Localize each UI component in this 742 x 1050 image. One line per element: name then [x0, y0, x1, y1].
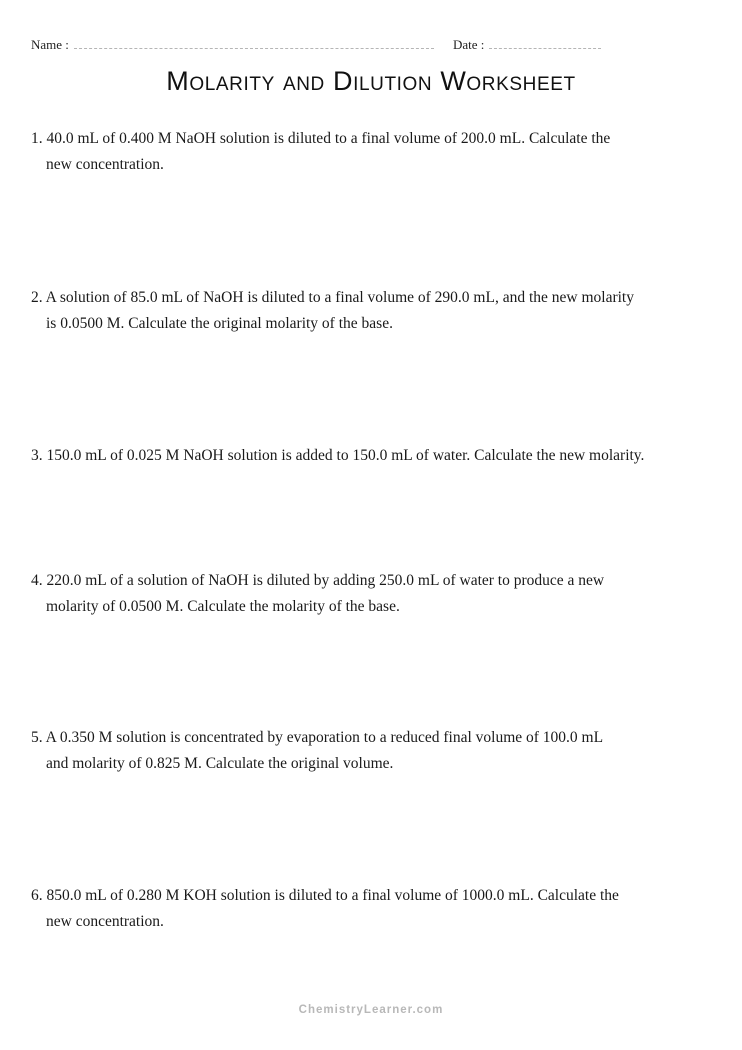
question-1 — [31, 126, 721, 178]
date-label: Date : — [453, 37, 485, 52]
question-3 — [31, 443, 721, 469]
footer-brand: ChemistryLearner.com — [298, 1004, 444, 1016]
name-label: Name : — [31, 37, 69, 52]
question-text: 5. A 0.350 M solution is concentrated by evaporation to a reduced final volume of 100.0 mL — [31, 729, 604, 746]
question-5 — [31, 725, 721, 777]
page-title: Molarity and Dilution Worksheet — [166, 66, 576, 96]
question-text-continued: new concentration. — [46, 913, 164, 930]
question-text: 2. A solution of 85.0 mL of NaOH is diluted to a final volume of 290.0 mL, and the new molarity — [31, 289, 634, 306]
name-blank-line[interactable] — [74, 36, 434, 49]
question-text-continued: new concentration. — [46, 156, 164, 173]
header-fields — [31, 36, 631, 56]
question-text-continued: and molarity of 0.825 M. Calculate the original volume. — [46, 755, 394, 772]
question-4 — [31, 568, 721, 620]
question-text: 6. 850.0 mL of 0.280 M KOH solution is diluted to a final volume of 1000.0 mL. Calculate the — [31, 887, 619, 904]
question-6 — [31, 883, 721, 935]
question-2 — [31, 285, 721, 337]
question-text: 4. 220.0 mL of a solution of NaOH is diluted by adding 250.0 mL of water to produce a new — [31, 572, 605, 589]
question-text: 1. 40.0 mL of 0.400 M NaOH solution is diluted to a final volume of 200.0 mL. Calculate the — [31, 130, 611, 147]
date-blank-line[interactable] — [489, 36, 601, 49]
question-text-continued: molarity of 0.0500 M. Calculate the molarity of the base. — [46, 598, 400, 615]
question-text-continued: is 0.0500 M. Calculate the original molarity of the base. — [46, 315, 393, 332]
name-field[interactable] — [31, 36, 434, 53]
date-field[interactable] — [453, 36, 601, 53]
question-text: 3. 150.0 mL of 0.025 M NaOH solution is added to 150.0 mL of water. Calculate the new molarity. — [31, 447, 645, 464]
